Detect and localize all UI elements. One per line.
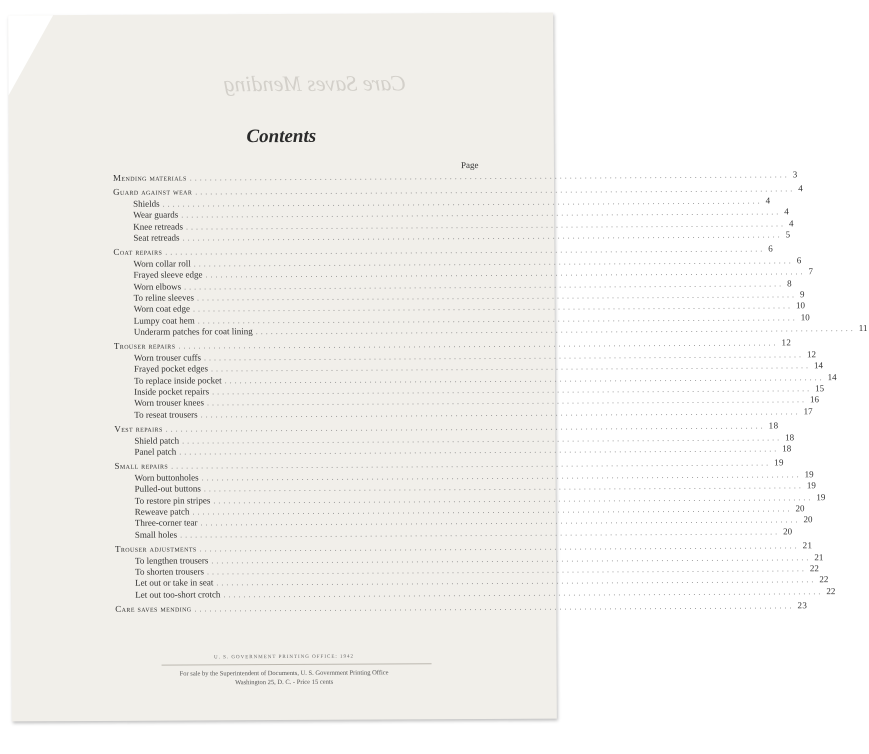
- dot-leader: ........................................................................................................................: [212, 384, 813, 397]
- toc-page-number: 11: [858, 323, 868, 334]
- toc-page-number: 4: [784, 206, 789, 217]
- toc-page-number: 18: [785, 431, 795, 442]
- toc-entry-row: [115, 526, 793, 541]
- toc-page-number: 22: [809, 563, 819, 574]
- toc-section-row: [112, 169, 798, 184]
- toc-page-number: 9: [799, 289, 805, 300]
- toc-entry-row: [115, 585, 836, 601]
- toc-page-number: 8: [787, 277, 792, 288]
- folded-corner: [8, 15, 53, 95]
- dot-leader: ........................................................................................................................: [189, 170, 790, 183]
- toc-page-number: 17: [803, 406, 813, 417]
- toc-page-number: 14: [813, 360, 824, 371]
- toc-entry-label: Worn collar roll: [133, 258, 191, 269]
- toc-entry-label: Worn trouser cuffs: [133, 352, 202, 363]
- toc-entry-label: Three-corner tear: [134, 517, 198, 529]
- toc-page-number: 19: [806, 480, 816, 491]
- dot-leader: ........................................................................................................................: [216, 575, 817, 588]
- toc-entry-label: Wear guards: [133, 209, 179, 220]
- dot-leader: ........................................................................................................................: [201, 470, 802, 483]
- dot-leader: ........................................................................................................................: [204, 350, 805, 363]
- toc-section-row: [115, 600, 808, 615]
- dot-leader: ........................................................................................................................: [194, 601, 795, 614]
- dot-leader: ........................................................................................................................: [196, 290, 798, 303]
- dot-leader: ........................................................................................................................: [210, 361, 812, 374]
- sale-notice: [12, 668, 557, 689]
- dot-leader: ........................................................................................................................: [193, 256, 794, 269]
- dot-leader: ........................................................................................................................: [165, 244, 766, 257]
- toc-entry-label: Worn elbows: [133, 281, 182, 292]
- toc-page-number: 5: [785, 229, 791, 240]
- toc-page-number: 20: [795, 503, 805, 514]
- page-column-header: Page: [460, 159, 479, 171]
- table-of-contents: [112, 169, 868, 615]
- dot-leader: ........................................................................................................................: [178, 338, 779, 352]
- dot-leader: ........................................................................................................................: [171, 458, 772, 471]
- toc-entry-label: Vest repairs: [114, 423, 163, 435]
- toc-entry-label: To restore pin stripes: [134, 494, 211, 506]
- dot-leader: ........................................................................................................................: [180, 527, 781, 540]
- toc-page-number: 4: [788, 217, 794, 228]
- bleed-through-text: Care Saves Mending: [223, 70, 407, 97]
- toc-entry-label: Frayed pocket edges: [133, 363, 209, 375]
- toc-entry-label: Shield patch: [134, 435, 180, 446]
- toc-page-number: 23: [797, 600, 808, 611]
- toc-page-number: 15: [815, 383, 825, 394]
- toc-page-number: 18: [782, 443, 792, 454]
- dot-leader: ........................................................................................................................: [182, 230, 783, 243]
- toc-entry-label: Shields: [133, 198, 160, 209]
- toc-entry-label: Care saves mending: [115, 603, 192, 614]
- toc-entry-label: Trouser repairs: [113, 341, 176, 352]
- dot-leader: ........................................................................................................................: [162, 196, 763, 209]
- dot-leader: ........................................................................................................................: [195, 184, 796, 197]
- toc-entry-label: Reweave patch: [134, 506, 190, 517]
- document-page: [8, 13, 868, 722]
- sale-line-2: Washington 25, D. C. - Price 15 cents: [235, 678, 334, 687]
- toc-entry-label: Underarm patches for coat lining: [133, 326, 253, 337]
- dot-leader: ........................................................................................................................: [200, 515, 801, 528]
- toc-entry-label: Mending materials: [112, 172, 187, 183]
- toc-entry-row: [113, 229, 791, 244]
- toc-entry-row: [114, 323, 868, 338]
- toc-entry-label: Knee retreads: [133, 221, 184, 232]
- toc-entry-label: Small repairs: [114, 460, 169, 472]
- toc-entry-label: To lengthen trousers: [134, 554, 209, 566]
- dot-leader: ........................................................................................................................: [184, 278, 785, 292]
- toc-entry-label: To reline sleeves: [133, 292, 195, 303]
- toc-entry-label: Seat retreads: [133, 232, 180, 243]
- dot-leader: ........................................................................................................................: [197, 312, 798, 326]
- toc-page-number: 14: [827, 371, 837, 382]
- toc-entry-label: Frayed sleeve edge: [133, 269, 203, 280]
- toc-entry-label: Trouser adjustments: [114, 543, 197, 554]
- toc-page-number: 6: [768, 243, 774, 254]
- toc-entry-label: Coat repairs: [113, 246, 163, 258]
- toc-page-number: 7: [808, 266, 814, 277]
- dot-leader: ........................................................................................................................: [213, 492, 814, 505]
- dot-leader: ........................................................................................................................: [206, 564, 807, 577]
- dot-leader: ........................................................................................................................: [224, 372, 825, 385]
- toc-page-number: 22: [819, 574, 829, 585]
- dot-leader: ........................................................................................................................: [182, 432, 783, 446]
- dot-leader: ........................................................................................................................: [203, 481, 804, 494]
- toc-page-number: 21: [802, 540, 813, 551]
- toc-entry-row: [114, 443, 792, 458]
- toc-page-number: 18: [768, 420, 779, 431]
- toc-entry-row: [114, 406, 813, 421]
- toc-entry-label: To reseat trousers: [134, 409, 198, 420]
- dot-leader: ........................................................................................................................: [199, 541, 800, 554]
- dot-leader: ........................................................................................................................: [205, 267, 806, 280]
- toc-entry-label: Panel patch: [134, 446, 177, 457]
- toc-page-number: 3: [792, 169, 798, 180]
- dot-leader: ........................................................................................................................: [223, 586, 824, 599]
- dot-leader: ........................................................................................................................: [255, 324, 856, 337]
- dot-leader: ........................................................................................................................: [165, 421, 766, 434]
- dot-leader: ........................................................................................................................: [200, 407, 801, 420]
- toc-page-number: 19: [804, 468, 814, 480]
- toc-page-number: 4: [765, 195, 771, 206]
- toc-entry-label: Let out too-short crotch: [135, 589, 221, 600]
- sale-line-1: For sale by the Superintendent of Documents, U. S. Government Printing Office: [179, 669, 389, 678]
- toc-page-number: 6: [796, 255, 802, 266]
- toc-page-number: 19: [816, 491, 826, 502]
- toc-page-number: 4: [798, 183, 804, 194]
- toc-page-number: 20: [783, 526, 793, 537]
- page-title: Contents: [246, 125, 317, 148]
- toc-entry-label: Let out or take in seat: [135, 577, 214, 589]
- toc-page-number: 10: [795, 300, 805, 311]
- dot-leader: ........................................................................................................................: [185, 218, 787, 232]
- toc-page-number: 19: [774, 457, 784, 468]
- dot-leader: ........................................................................................................................: [206, 395, 807, 408]
- printing-office-line: U. S. GOVERNMENT PRINTING OFFICE: 1942: [214, 654, 355, 661]
- toc-entry-label: Inside pocket repairs: [134, 386, 210, 397]
- dot-leader: ........................................................................................................................: [181, 207, 782, 220]
- toc-entry-label: Lumpy coat hem: [133, 315, 195, 326]
- toc-page-number: 12: [807, 349, 817, 360]
- toc-page-number: 16: [809, 394, 819, 405]
- toc-entry-label: Small holes: [134, 529, 178, 540]
- toc-page-number: 20: [803, 514, 813, 525]
- toc-entry-label: To replace inside pocket: [134, 374, 222, 386]
- divider: [162, 663, 432, 665]
- toc-page-number: 10: [800, 311, 810, 322]
- toc-entry-label: To shorten trousers: [135, 566, 204, 577]
- toc-entry-label: Worn coat edge: [133, 303, 190, 315]
- toc-page-number: 22: [826, 585, 836, 596]
- toc-entry-label: Worn buttonholes: [134, 472, 199, 483]
- toc-page-number: 21: [814, 551, 824, 562]
- toc-entry-label: Guard against wear: [113, 186, 193, 198]
- dot-leader: ........................................................................................................................: [192, 504, 793, 517]
- toc-page-number: 12: [781, 337, 792, 348]
- dot-leader: ........................................................................................................................: [211, 552, 812, 565]
- dot-leader: ........................................................................................................................: [192, 301, 793, 314]
- toc-entry-label: Pulled-out buttons: [134, 483, 201, 494]
- toc-entry-label: Worn trouser knees: [134, 397, 204, 409]
- dot-leader: ........................................................................................................................: [179, 444, 780, 457]
